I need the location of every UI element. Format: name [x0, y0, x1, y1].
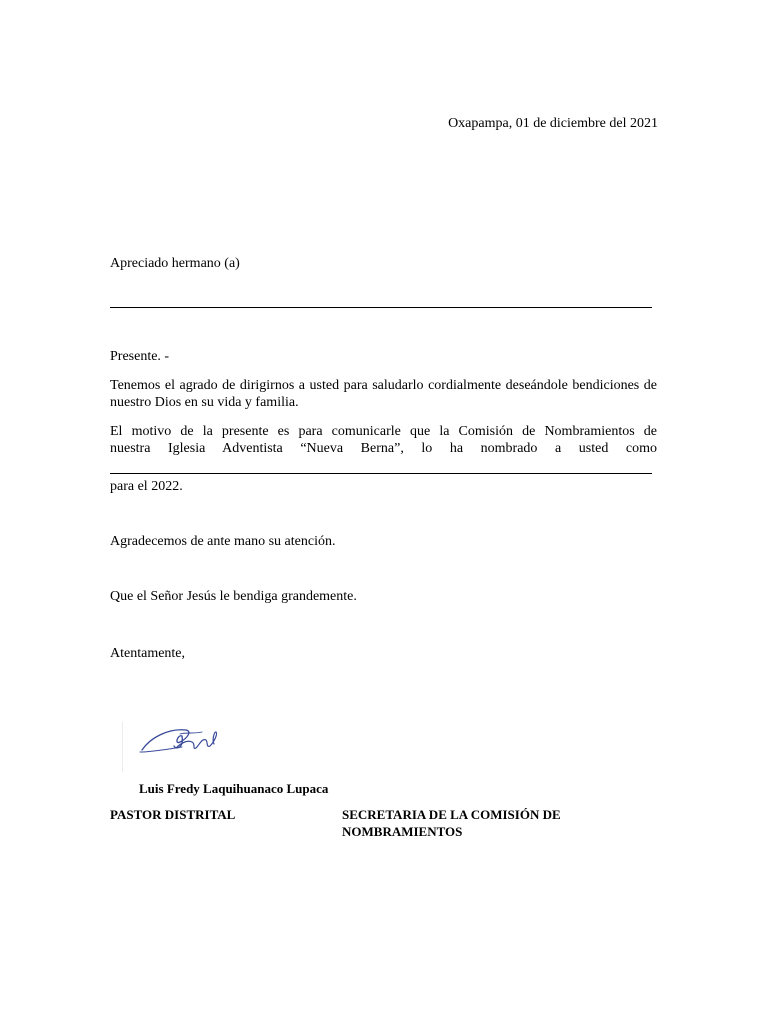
paragraph-appointment — [110, 423, 657, 457]
blessing-line: Que el Señor Jesús le bendiga grandemente. — [110, 589, 357, 604]
signer-name: Luis Fredy Laquihuanaco Lupaca — [139, 781, 329, 796]
thanks-line: Agradecemos de ante mano su atención. — [110, 534, 336, 549]
role-secretaria-comision — [342, 806, 622, 840]
paragraph-appointment-line-1: El motivo de la presente es para comunicarle que la Comisión de Nombramientos de — [110, 424, 657, 439]
date-line: Oxapampa, 01 de diciembre del 2021 — [448, 116, 658, 131]
role-secretaria-line-2: NOMBRAMIENTOS — [342, 824, 463, 839]
signature-image — [122, 712, 222, 774]
role-pastor-distrital: PASTOR DISTRITAL — [110, 807, 236, 822]
handwritten-signature — [122, 712, 222, 774]
greeting: Apreciado hermano (a) — [110, 256, 240, 271]
paragraph-greeting-blessing: Tenemos el agrado de dirigirnos a usted para saludarlo cordialmente deseándole bendiciones de nuestro Dios en su vida y familia. — [110, 378, 657, 410]
paragraph-appointment-line-2: nuestra Iglesia Adventista “Nueva Berna”, lo ha nombrado a usted como — [110, 441, 657, 456]
appointment-role-blank-line — [110, 473, 652, 474]
closing-line: Atentamente, — [110, 646, 186, 661]
recipient-name-blank-line — [110, 307, 652, 308]
role-secretaria-line-1: SECRETARIA DE LA COMISIÓN DE — [342, 807, 561, 822]
paragraph-appointment-end: para el 2022. — [110, 479, 183, 494]
presente-line: Presente. - — [110, 349, 170, 364]
